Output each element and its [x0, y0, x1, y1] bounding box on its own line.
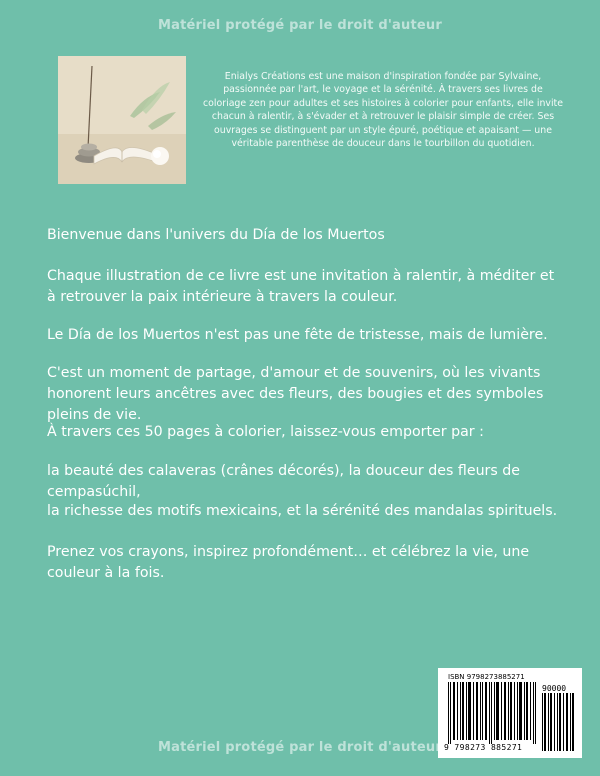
copyright-watermark-top: Matériel protégé par le droit d'auteur: [157, 18, 442, 33]
paragraph-light: Le Día de los Muertos n'est pas une fête de tristesse, mais de lumière.: [47, 327, 548, 343]
isbn-label: ISBN 9798273885271: [448, 673, 525, 681]
paragraph-sharing: C'est un moment de partage, d'amour et de souvenirs, où les vivants honorent leurs ancêtres avec des fleurs, des bougies et des symboles pleins de vie.: [47, 365, 544, 423]
book-incense-image: [58, 56, 186, 184]
price-code: 90000: [542, 684, 567, 693]
paragraph-pages: À travers ces 50 pages à colorier, laissez-vous emporter par :: [47, 424, 484, 440]
author-photo: [58, 56, 186, 184]
paragraph-calaveras: la beauté des calaveras (crânes décorés), la douceur des fleurs de cempasúchil,: [47, 463, 521, 500]
publisher-description: Enialys Créations est une maison d'inspiration fondée par Sylvaine, passionnée par l'art, le voyage et la sérénité. À travers ses livres de coloriage zen pour adultes et ses histoires à colorier pour enfants, elle invite chacun à ralentir, à s'évader et à retrouver le plaisir simple de créer. Ses ouvrages se distinguent par un style épuré, poétique et apaisant — une véritable parenthèse de douceur dans le tourbillon du quotidien.: [203, 71, 563, 150]
paragraph-intro: Chaque illustration de ce livre est une invitation à ralentir, à méditer et à retrouver la paix intérieure à travers la couleur.: [47, 268, 555, 305]
copyright-watermark-bottom: Matériel protégé par le droit d'auteur: [157, 740, 442, 755]
paragraph-motifs: la richesse des motifs mexicains, et la sérénité des mandalas spirituels.: [47, 503, 558, 519]
barcode-digits: 9 798273 885271: [444, 743, 523, 752]
paragraph-closing: Prenez vos crayons, inspirez profondément… et célébrez la vie, une couleur à la fois.: [47, 544, 530, 581]
welcome-heading: Bienvenue dans l'univers du Día de los Muertos: [47, 227, 385, 243]
ean-barcode-icon: [448, 682, 536, 744]
